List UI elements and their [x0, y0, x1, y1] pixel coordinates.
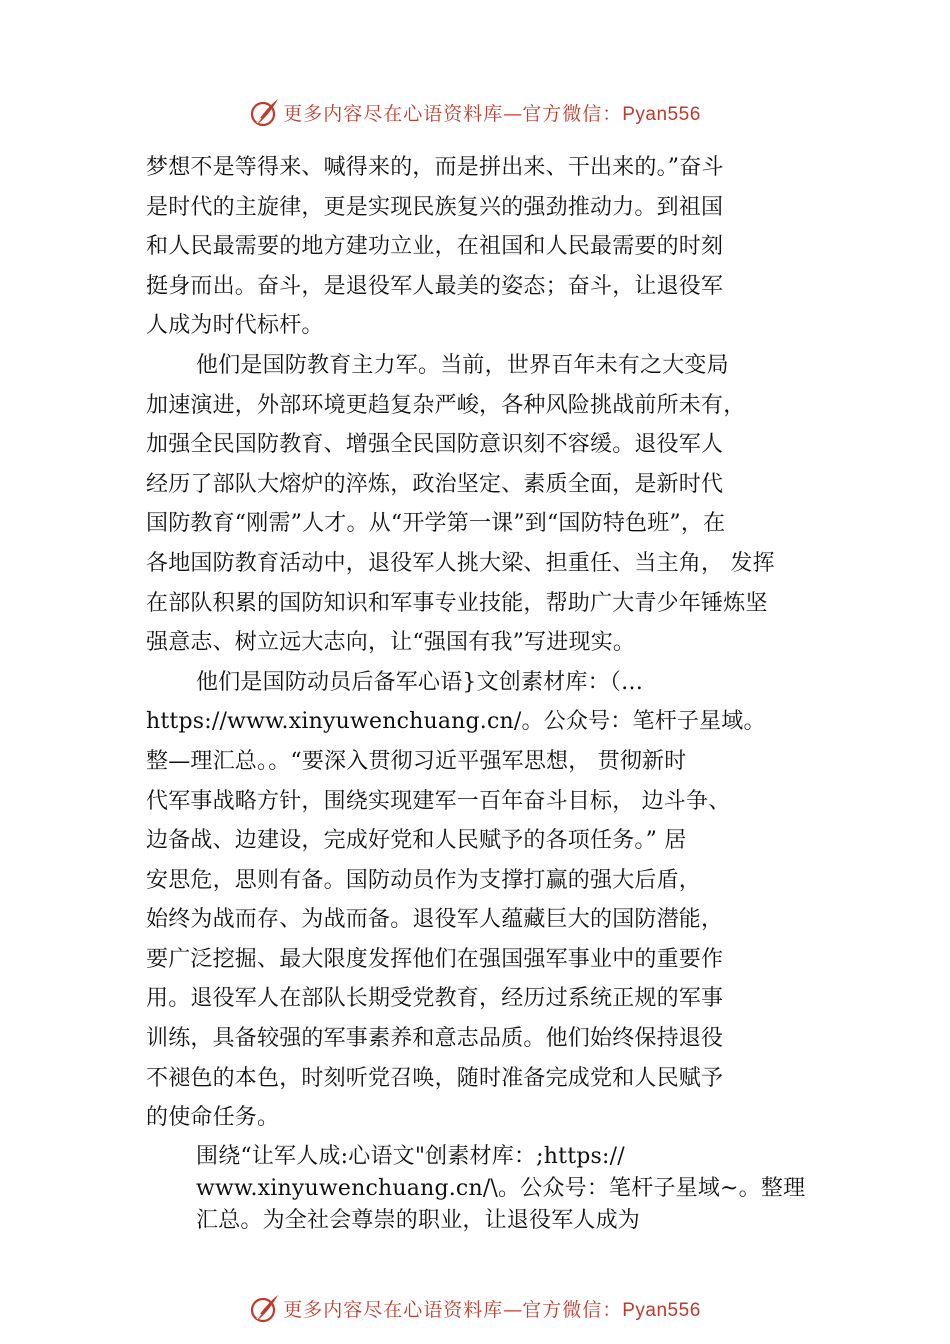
- footer-banner: [0, 1288, 950, 1328]
- body-line: 是时代的主旋律，更是实现民族复兴的强劲推动力。到祖国: [146, 194, 724, 220]
- body-line: 加强全民国防教育、增强全民国防意识刻不容缓。退役军人: [146, 432, 724, 458]
- final-paragraph: [196, 1141, 846, 1237]
- body-line: 加速演进，外部环境更趋复杂严峻，各种风险挑战前所未有，: [146, 392, 746, 418]
- footer-banner-main: 更多内容尽在心语资料库: [283, 1298, 504, 1321]
- body-line: 安思危，思则有备。国防动员作为支撑打赢的强大后盾，: [146, 867, 702, 893]
- body-line: 人成为时代标杆。: [146, 313, 324, 339]
- paragraph-start-line: 他们是国防教育主力军。当前，世界百年未有之大变局: [196, 352, 729, 378]
- body-line: 的使命任务。: [146, 1105, 280, 1131]
- body-line: https://www.xinyuwenchuang.cn/。公众号：笔杆子星域。: [146, 709, 766, 735]
- footer-banner-wechat-label: 官方微信：: [522, 1298, 623, 1321]
- quill-logo-icon: [249, 96, 281, 128]
- body-line: 在部队积累的国防知识和军事专业技能，帮助广大青少年锤炼坚: [146, 590, 768, 616]
- body-line: 始终为战而存、为战而备。退役军人蕴藏巨大的国防潜能，: [146, 907, 724, 933]
- document-body: [146, 148, 836, 1138]
- body-line: 代军事战略方针，围绕实现建军一百年奋斗目标， 边斗争、: [146, 788, 731, 814]
- body-line: 整—理汇总。。“要深入贯彻习近平强军思想， 贯彻新时: [146, 748, 687, 774]
- body-line: 和人民最需要的地方建功立业，在祖国和人民最需要的时刻: [146, 234, 724, 260]
- header-banner-text: [283, 99, 701, 126]
- quill-logo-icon: [249, 1292, 281, 1324]
- footer-banner-text: [283, 1295, 701, 1322]
- body-line: 各地国防教育活动中，退役军人挑大梁、担重任、当主角， 发挥: [146, 550, 775, 576]
- body-line: 边备战、边建设，完成好党和人民赋予的各项任务。” 居: [146, 828, 687, 854]
- header-banner-wechat-label: 官方微信：: [522, 102, 623, 125]
- body-line: 国防教育“刚需”人才。从“开学第一课”到“国防特色班”，在: [146, 511, 726, 537]
- body-line: 用。退役军人在部队长期受党教育，经历过系统正规的军事: [146, 986, 724, 1012]
- header-banner-main: 更多内容尽在心语资料库: [283, 102, 504, 125]
- body-line: 不褪色的本色，时刻听党召唤，随时准备完成党和人民赋予: [146, 1065, 724, 1091]
- header-banner-dash: —: [503, 102, 523, 125]
- footer-banner-dash: —: [503, 1298, 523, 1321]
- body-line: 强意志、树立远大志向，让“强国有我”写进现实。: [146, 630, 636, 656]
- body-line: 挺身而出。奋斗，是退役军人最美的姿态；奋斗，让退役军: [146, 273, 724, 299]
- final-line: www.xinyuwenchuang.cn/\。公众号：笔杆子星域~。整理: [196, 1176, 806, 1201]
- final-line: 汇总。为全社会尊崇的职业，让退役军人成为: [196, 1208, 641, 1233]
- final-line: 围绕“让军人成:心语文"创素材库：;https://: [196, 1144, 625, 1169]
- paragraph-start-line: 他们是国防动员后备军心语}文创素材库：（…: [196, 669, 644, 695]
- body-line: 要广泛挖掘、最大限度发挥他们在强国强军事业中的重要作: [146, 946, 724, 972]
- body-line: 梦想不是等得来、喊得来的，而是拼出来、干出来的。”奋斗: [146, 155, 724, 180]
- header-banner: [0, 92, 950, 132]
- footer-banner-wechat-id: Pyan556: [622, 1299, 701, 1321]
- body-line: 经历了部队大熔炉的淬炼，政治坚定、素质全面，是新时代: [146, 471, 724, 497]
- header-banner-wechat-id: Pyan556: [622, 103, 701, 125]
- body-line: 训练，具备较强的军事素养和意志品质。他们始终保持退役: [146, 1026, 724, 1052]
